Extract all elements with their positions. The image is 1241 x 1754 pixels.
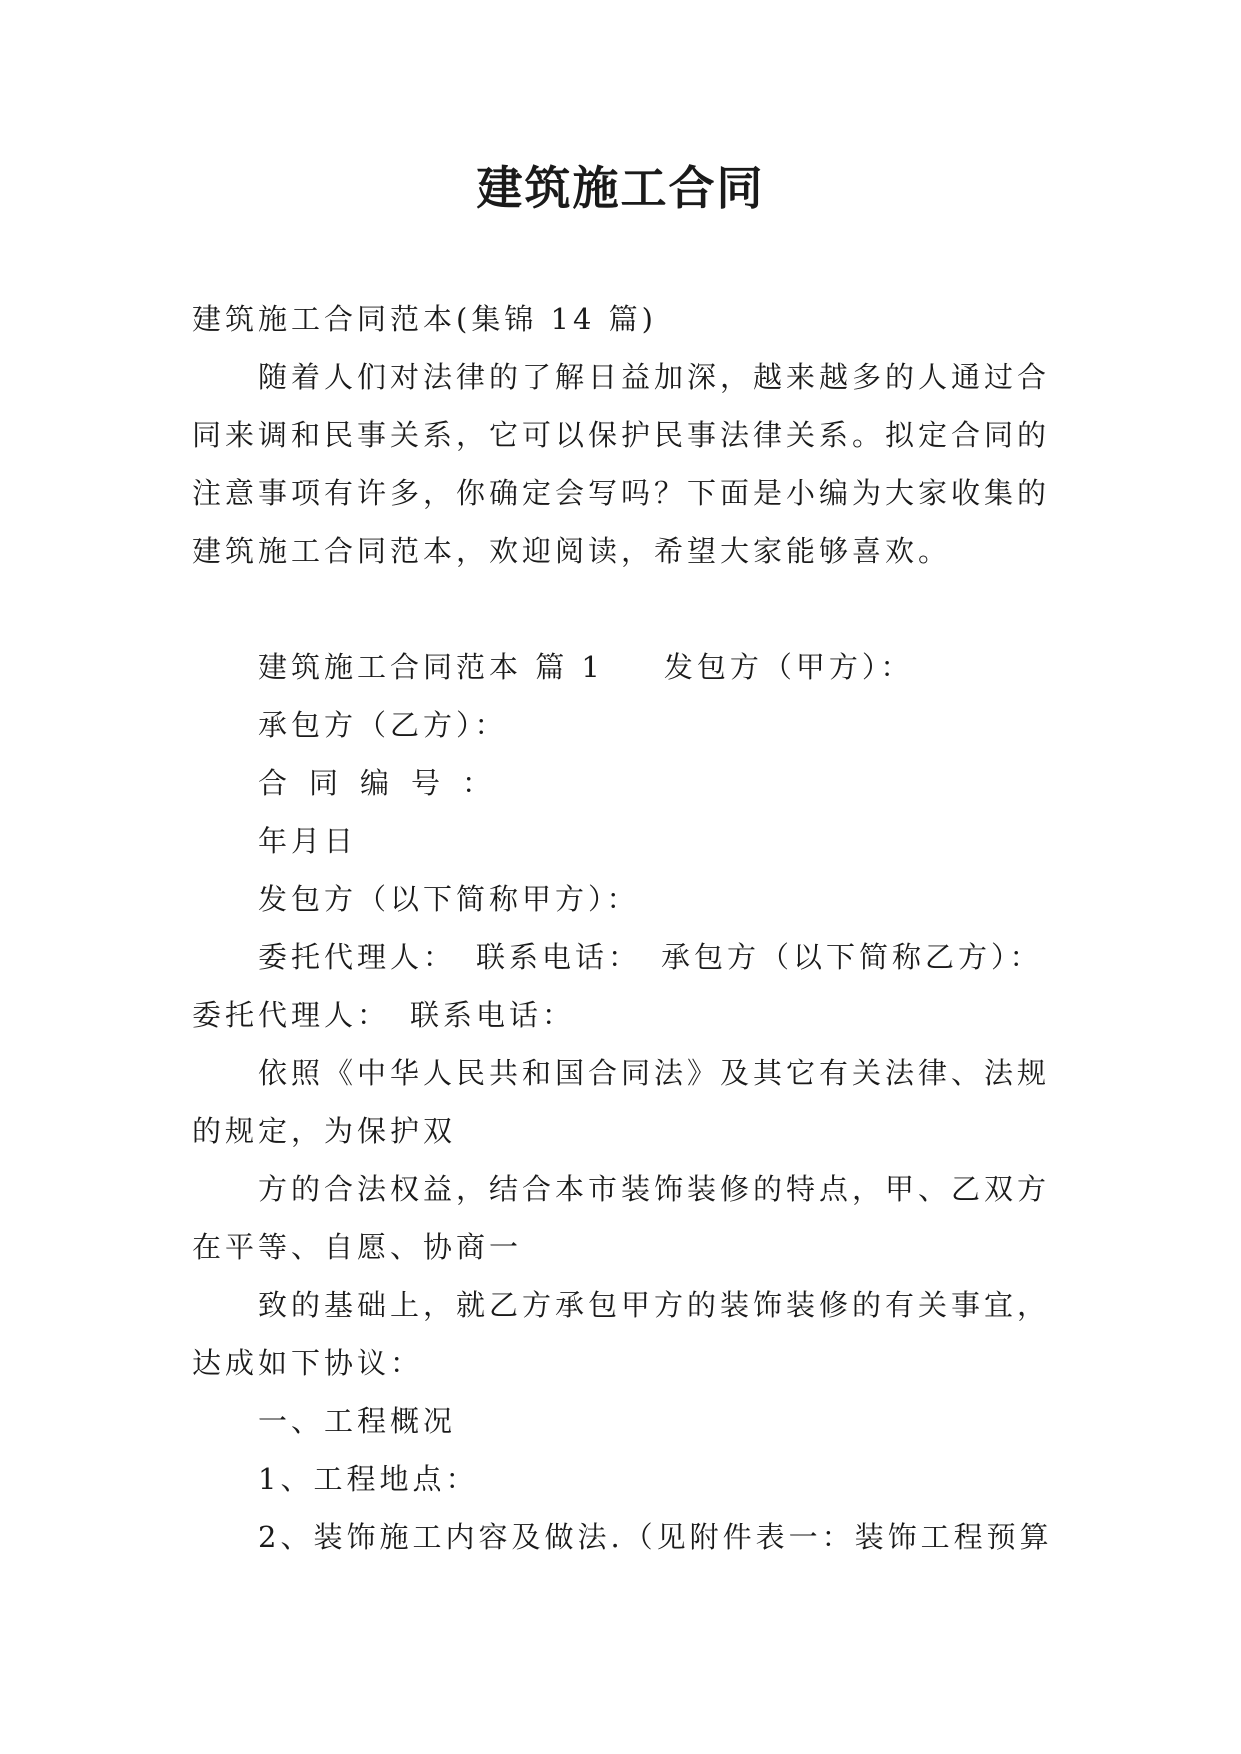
document-title: 建筑施工合同 xyxy=(476,161,765,215)
party-b-full-label: 承包方（以下简称乙方）： xyxy=(661,940,1043,974)
section-heading-row xyxy=(192,638,1052,696)
party-a-full-label: 发包方（以下简称甲方）： xyxy=(258,882,640,916)
intro-line: 建筑施工合同范本，欢迎阅读，希望大家能够喜欢。 xyxy=(192,534,952,568)
date-label: 年月日 xyxy=(258,824,358,858)
clause-heading: 一、工程概况 xyxy=(258,1404,457,1438)
phone-b-label: 联系电话： xyxy=(410,998,576,1032)
basis-line: 依照《中华人民共和国合同法》及其它有关法律、法规 xyxy=(258,1056,1051,1090)
basis-line: 的规定，为保护双 xyxy=(192,1114,457,1148)
party-b-label: 承包方（乙方）： xyxy=(258,708,508,742)
intro-line: 注意事项有许多，你确定会写吗？下面是小编为大家收集的 xyxy=(192,476,1051,510)
basis-line: 在平等、自愿、协商一 xyxy=(192,1230,523,1264)
intro-line: 同来调和民事关系，它可以保护民事法律关系。拟定合同的 xyxy=(192,418,1051,452)
agent-row-a xyxy=(192,928,1052,986)
agent-row-b xyxy=(192,986,1052,1044)
contract-number-label: 合同编号： xyxy=(258,766,514,800)
phone-a-label: 联系电话： xyxy=(476,940,642,974)
paragraph-spacer xyxy=(192,580,1052,638)
clause-item: 1、工程地点： xyxy=(258,1462,479,1496)
basis-line: 致的基础上，就乙方承包甲方的装饰装修的有关事宜， xyxy=(258,1288,1051,1322)
document-body xyxy=(192,290,1052,1566)
document-subtitle: 建筑施工合同范本(集锦 14 篇) xyxy=(192,302,657,336)
party-a-label: 发包方（甲方）： xyxy=(663,650,914,684)
section-heading: 建筑施工合同范本 篇 1 xyxy=(258,650,604,684)
intro-line: 随着人们对法律的了解日益加深，越来越多的人通过合 xyxy=(258,360,1051,394)
agent-a-label: 委托代理人： xyxy=(258,940,457,974)
basis-line: 达成如下协议： xyxy=(192,1346,424,1380)
clause-item: 2、装饰施工内容及做法.（见附件表一：装饰工程预算 xyxy=(258,1520,1053,1554)
basis-line: 方的合法权益，结合本市装饰装修的特点，甲、乙双方 xyxy=(258,1172,1051,1206)
agent-b-label: 委托代理人： xyxy=(192,998,391,1032)
